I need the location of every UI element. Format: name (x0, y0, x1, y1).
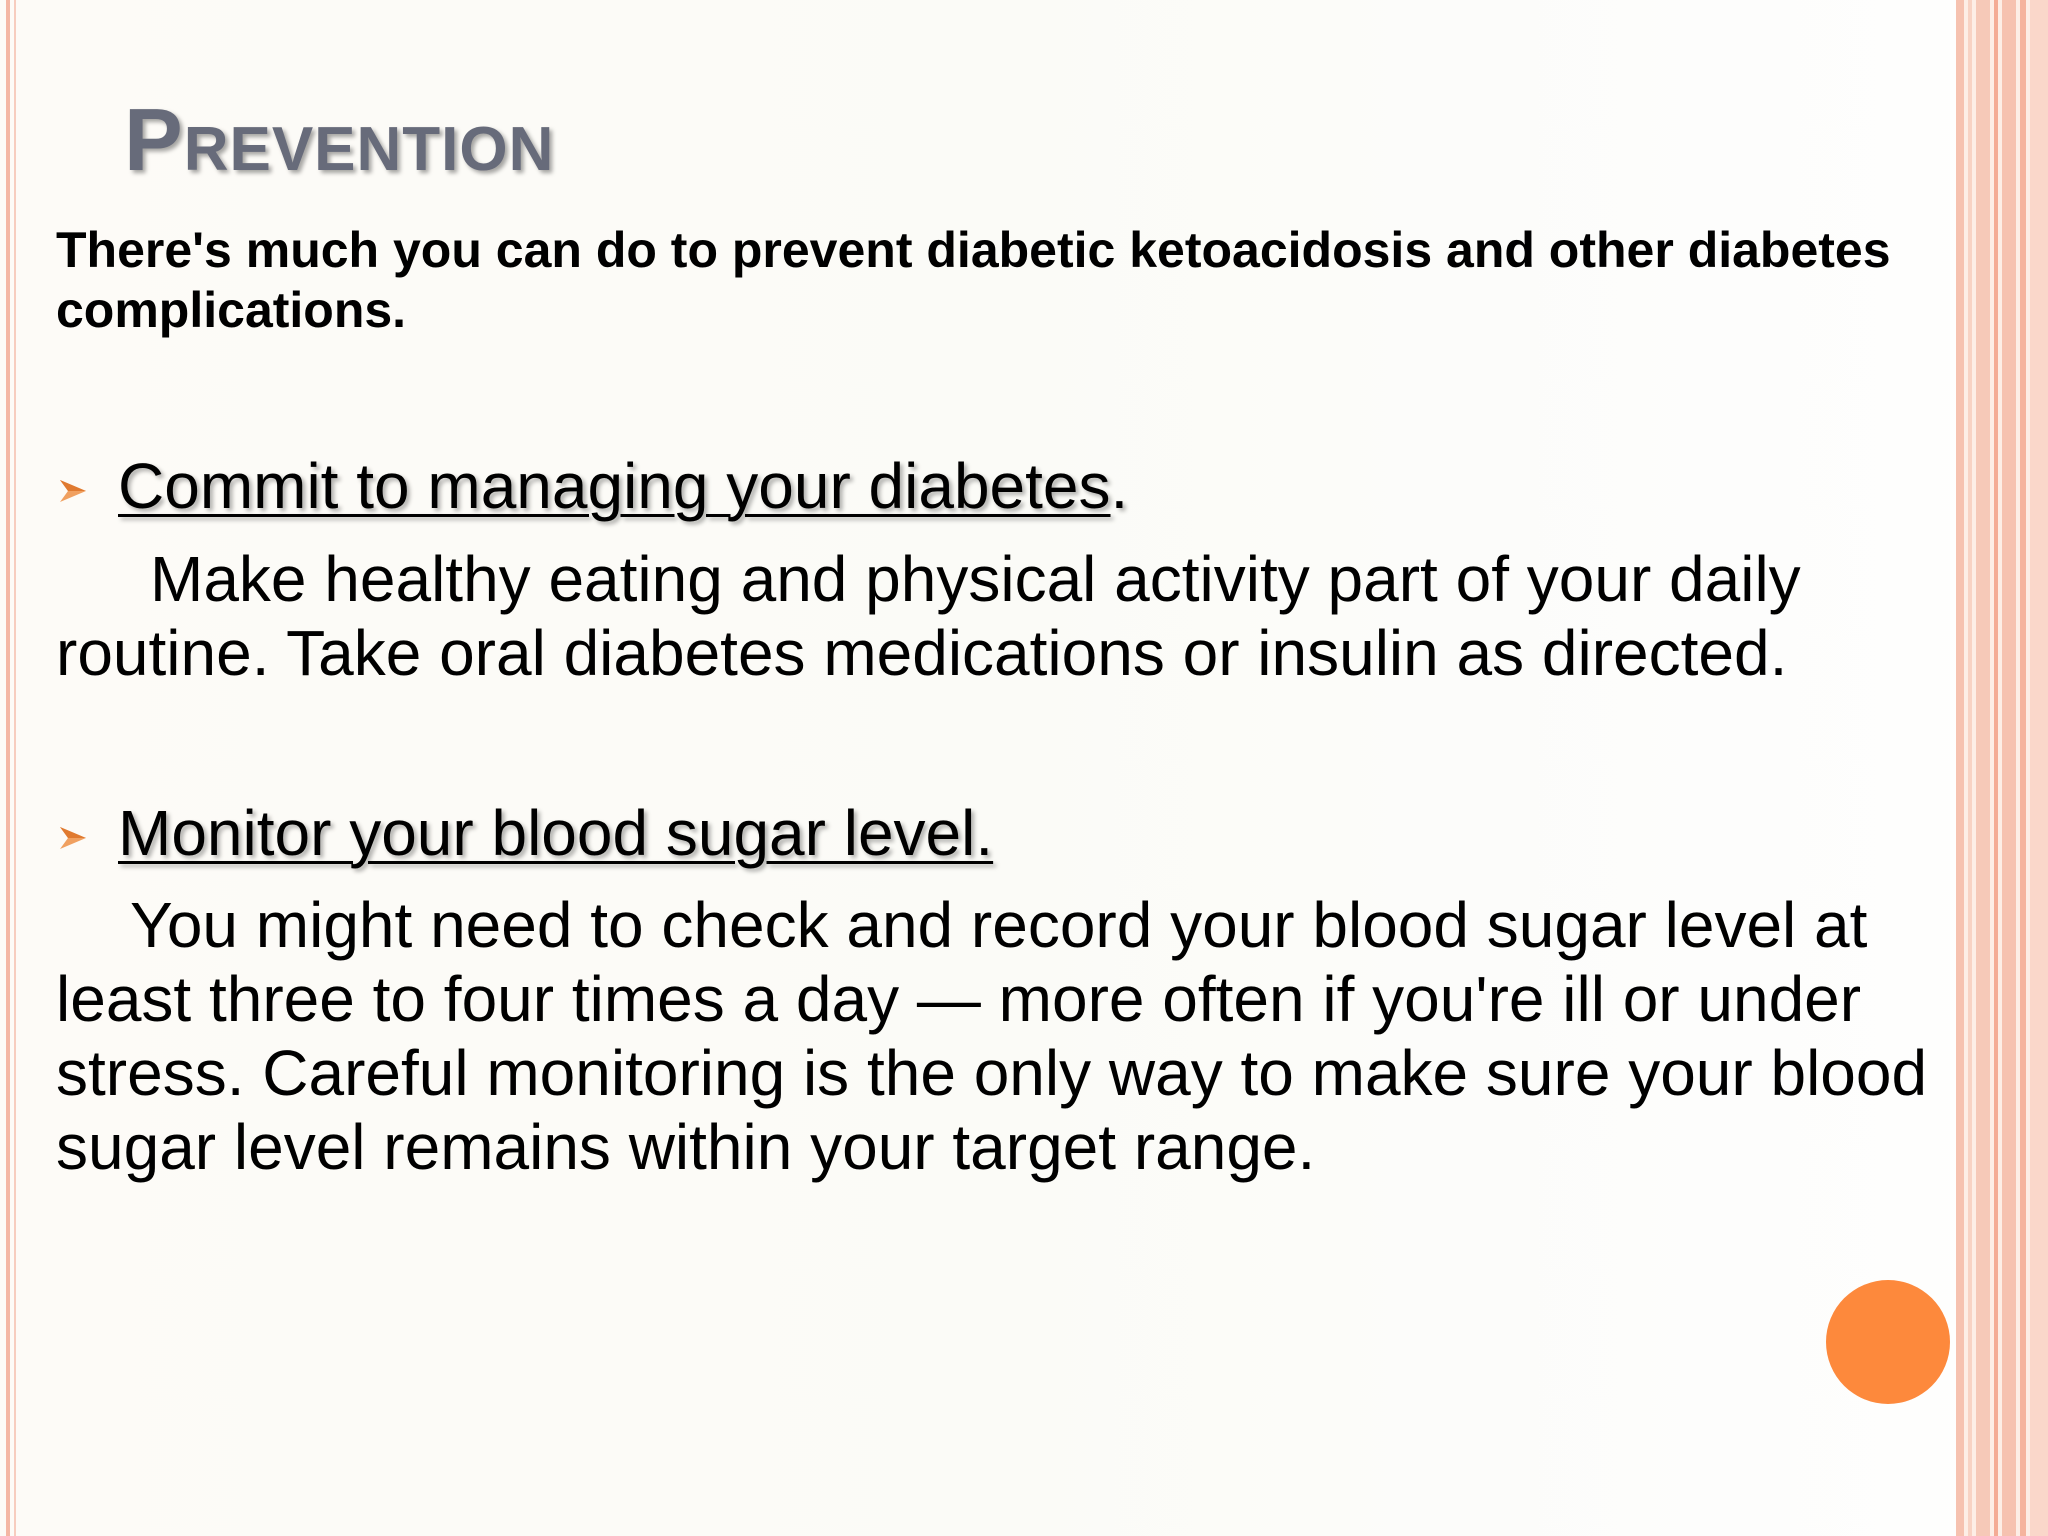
right-stripe (1994, 0, 1998, 1536)
bullet-body-text: You might need to check and record your blood sugar level at least three to four times a day — more often if you're ill or under stress. Careful monitoring is the only way to make sure your blood sugar level remains within your target range. (56, 889, 1928, 1183)
right-stripe (2002, 0, 2016, 1536)
bullet-heading-text: Commit to managing your diabetes (118, 450, 1111, 522)
right-stripe (1976, 0, 1990, 1536)
arrowhead-bullet-icon (58, 476, 88, 506)
bullet-heading (118, 795, 993, 871)
bullet-body-text: Make healthy eating and physical activity part of your daily routine. Take oral diabetes medications or insulin as directed. (56, 543, 1801, 689)
intro-text: There's much you can do to prevent diabetic ketoacidosis and other diabetes complications. (56, 222, 1891, 338)
left-border-line-inner (14, 0, 16, 1536)
bullet-item-monitor (56, 795, 1936, 875)
orange-circle-icon (1826, 1280, 1950, 1404)
arrowhead-bullet-icon (58, 823, 88, 853)
left-border-line (6, 0, 10, 1536)
bullet-heading-suffix: . (1110, 450, 1129, 522)
right-stripe (2030, 0, 2048, 1536)
right-stripe (1968, 0, 1972, 1536)
slide-title: Prevention (124, 90, 555, 189)
right-stripe (1956, 0, 1964, 1536)
right-stripe (2020, 0, 2026, 1536)
bullet-item-manage (56, 448, 1936, 528)
bullet-heading (118, 448, 1128, 524)
bullet-heading-text: Monitor your blood sugar level. (118, 797, 994, 869)
